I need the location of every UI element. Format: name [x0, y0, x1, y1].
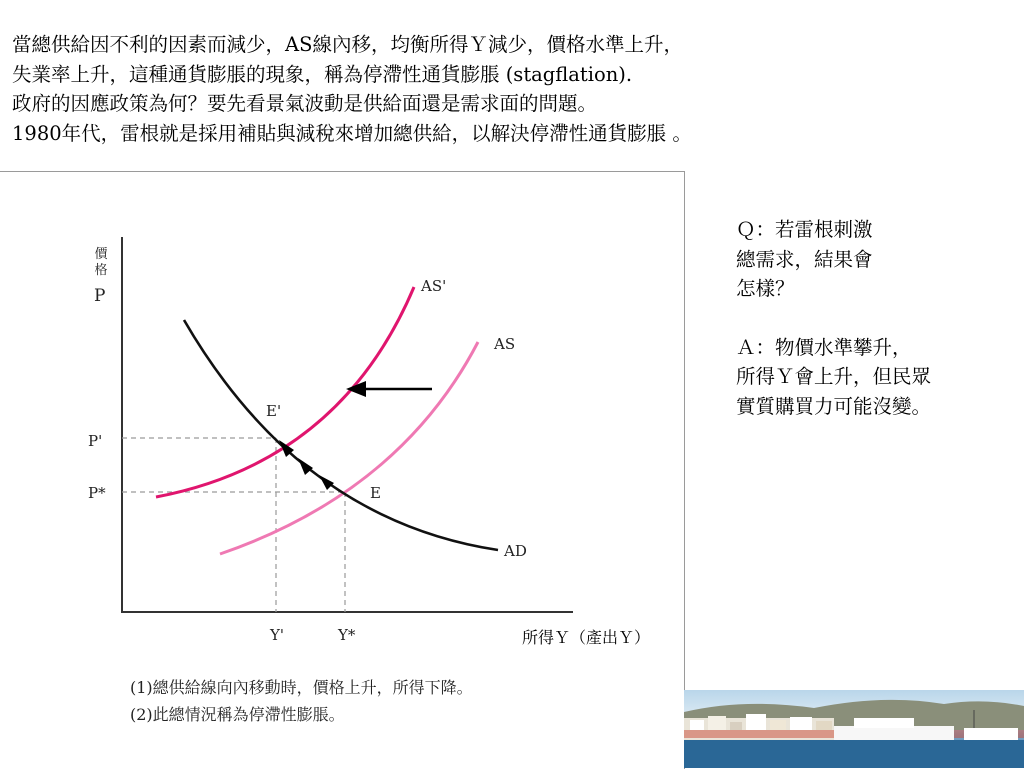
question-line: 怎樣？ — [736, 277, 795, 300]
harbor-photo-drawing — [684, 690, 1024, 768]
answer-line: Ａ：物價水準攀升， — [736, 335, 912, 359]
intro-line: 政府的因應政策為何？要先看景氣波動是供給面還是需求面的問題。 — [12, 92, 598, 115]
equilibrium-new-label: E' — [266, 402, 282, 420]
ad-label: AD — [504, 542, 527, 560]
as-new-curve — [156, 287, 414, 497]
ad-move-arrow-3 — [319, 475, 334, 490]
intro-line: 當總供給因不利的因素而減少，AS線內移，均衡所得Ｙ減少，價格水準上升， — [12, 33, 683, 56]
intro-paragraph — [12, 30, 1012, 148]
answer-line: 所得Ｙ會上升，但民眾 — [736, 365, 932, 388]
as-label: AS — [494, 335, 516, 353]
harbor-photo — [684, 690, 1024, 768]
diagram-caption — [130, 674, 473, 728]
question-line: Ｑ：若雷根刺激 — [736, 218, 873, 241]
as-curve — [220, 342, 478, 554]
equilibrium-label: E — [370, 484, 381, 502]
qa-block — [736, 215, 1016, 421]
answer-line: 實質購買力可能沒變。 — [736, 394, 932, 418]
ad-move-arrow-2 — [298, 458, 313, 475]
ad-curve — [184, 320, 498, 550]
question-line: 總需求，結果會 — [736, 247, 873, 271]
as-ad-diagram — [0, 171, 685, 769]
x-axis-label: 所得Ｙ（產出Ｙ） — [522, 628, 651, 647]
y-axis-label: 價格 — [94, 247, 108, 278]
caption-line: (2)此總情況稱為停滯性膨脹。 — [130, 705, 345, 724]
y-new-tick: Y' — [270, 626, 285, 644]
intro-line: 失業率上升，這種通貨膨脹的現象，稱為停滯性通貨膨脹 (stagflation). — [12, 62, 633, 86]
caption-line: (1)總供給線向內移動時，價格上升，所得下降。 — [130, 678, 473, 697]
as-new-label: AS' — [421, 277, 447, 295]
qa-spacer — [736, 304, 1016, 333]
intro-line: 1980年代，雷根就是採用補貼與減稅來增加總供給，以解決停滯性通貨膨脹 。 — [12, 121, 692, 145]
y-star-tick: Y* — [338, 626, 356, 644]
p-new-tick: P' — [88, 432, 103, 450]
p-star-tick: P* — [88, 484, 106, 502]
y-axis-symbol: P — [94, 286, 106, 306]
